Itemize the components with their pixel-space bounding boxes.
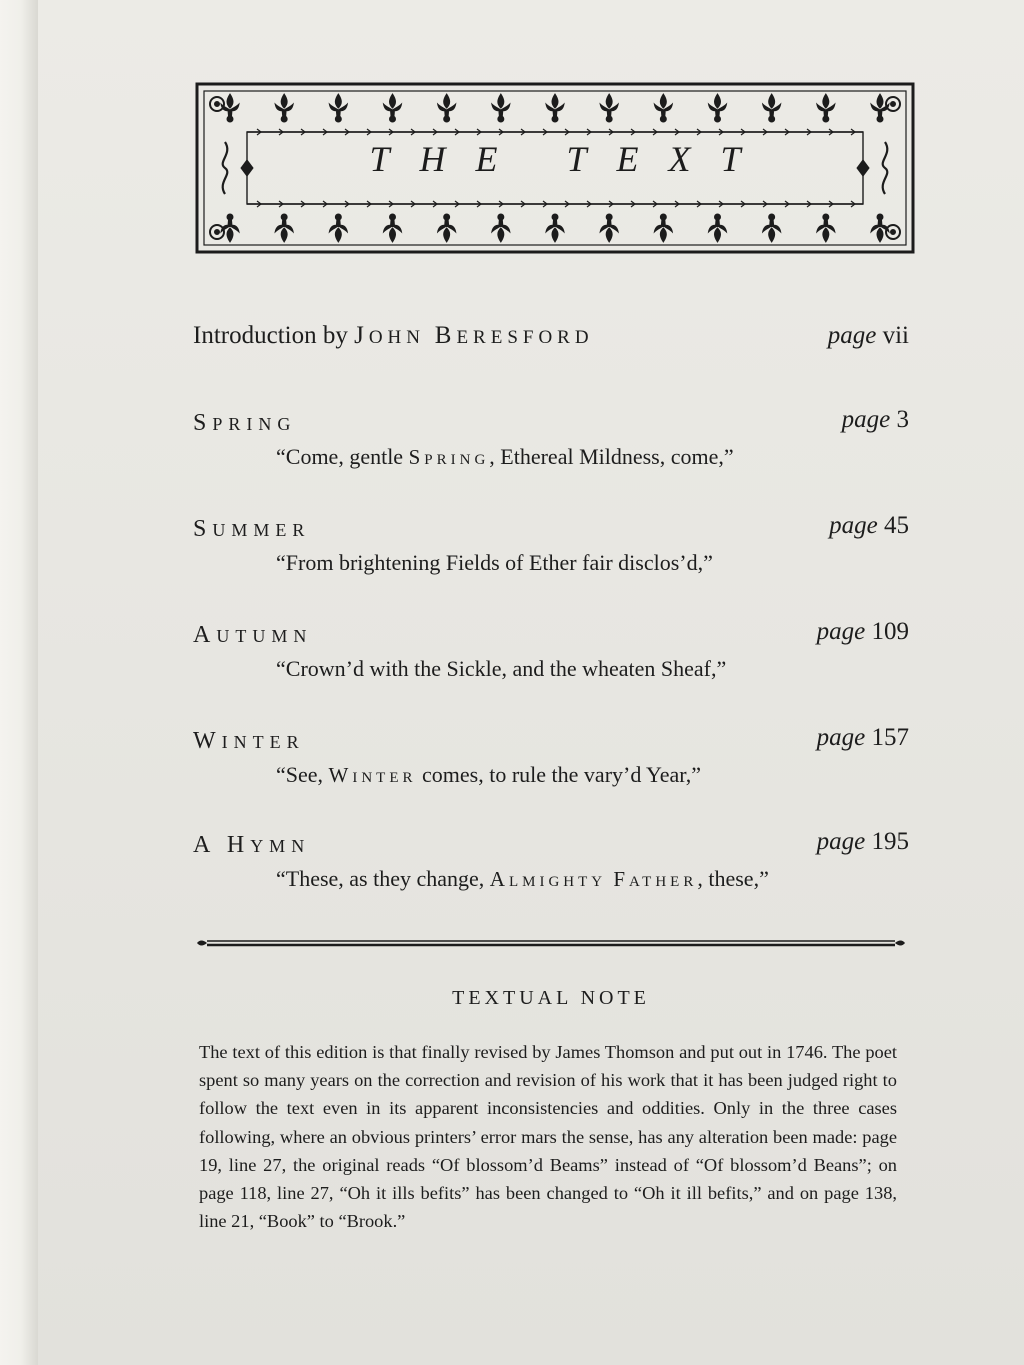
opening-line-quote: “Come, gentle SPRING, Ethereal Mildness, come,” <box>276 444 734 469</box>
fleuron-ornament <box>492 94 510 122</box>
corner-dot <box>891 230 896 235</box>
facing-page-edge <box>0 0 38 1365</box>
fleuron-ornament <box>817 214 835 242</box>
introduction-label <box>193 322 594 350</box>
fleuron-ornament <box>709 94 727 122</box>
author-name: JOHN BERESFORD <box>354 322 594 349</box>
toc-entry-spring <box>193 406 909 490</box>
page-reference: page 109 <box>816 618 909 645</box>
section-title: SPRING <box>193 410 297 436</box>
fleuron-ornament <box>329 94 347 122</box>
fleuron-ornament <box>654 94 672 122</box>
section-title: AUTUMN <box>193 622 313 648</box>
fleuron-ornament <box>546 94 564 122</box>
opening-line-quote: “See, WINTER comes, to rule the vary’d Year,” <box>276 762 701 787</box>
fleuron-ornament <box>438 94 456 122</box>
corner-dot <box>891 102 896 107</box>
corner-dot <box>215 102 220 107</box>
fleuron-ornament <box>600 94 618 122</box>
fleuron-ornament <box>275 94 293 122</box>
fleuron-ornament <box>384 94 402 122</box>
page-reference: page 45 <box>829 512 909 539</box>
section-title: A HYMN <box>193 832 311 858</box>
section-heading-the-text: THE TEXT <box>369 139 771 179</box>
toc-entry-summer <box>193 512 909 596</box>
fleuron-ornament <box>763 214 781 242</box>
fleuron-ornament <box>546 214 564 242</box>
fleuron-ornament <box>329 214 347 242</box>
textual-note-body: The text of this edition is that finally revised by James Thomson and put out in 1746. The poet spent so many years on the correction and revision of his work that it has been judged right to follow the text even in its apparent inconsistencies and oddities. Only in the three cases following, where an obvious printers’ error mars the sense, has any alteration been made: page 19, line 27, the original reads “Of blossom’d Beams” instead of “Of blossom’d Beans”; on page 118, line 27, “Oh it ills befits” has been changed to “Oh it ill befits,” and on page 138, line 21, “Book” to “Brook.” <box>199 1042 897 1232</box>
page-reference: page 3 <box>841 406 909 433</box>
decorative-rule <box>195 938 907 950</box>
fleuron-ornament <box>654 214 672 242</box>
textual-note-heading: TEXTUAL NOTE <box>452 987 650 1009</box>
fleuron-ornament <box>438 214 456 242</box>
toc-entry-autumn <box>193 618 909 702</box>
toc-entry-winter <box>193 724 909 808</box>
opening-line-quote: “These, as they change, ALMIGHTY FATHER, these,” <box>276 866 769 891</box>
page-reference: page vii <box>827 322 909 349</box>
fleuron-ornament <box>709 214 727 242</box>
fleuron-ornament <box>492 214 510 242</box>
fleuron-ornament <box>763 94 781 122</box>
fleuron-ornament <box>600 214 618 242</box>
toc-entry-introduction <box>193 318 909 358</box>
ornamental-title-frame <box>195 82 915 254</box>
page-reference: page 157 <box>816 724 909 751</box>
section-title: WINTER <box>193 728 305 754</box>
toc-entry-a-hymn <box>193 828 909 912</box>
opening-line-quote: “Crown’d with the Sickle, and the wheaten Sheaf,” <box>276 656 727 681</box>
section-title: SUMMER <box>193 516 311 542</box>
fleuron-ornament <box>817 94 835 122</box>
fleuron-ornament <box>275 214 293 242</box>
introduction-text: Introduction by <box>193 322 348 349</box>
page-reference: page 195 <box>816 828 909 855</box>
corner-dot <box>215 230 220 235</box>
opening-line-quote: “From brightening Fields of Ether fair disclos’d,” <box>276 550 713 575</box>
fleuron-ornament <box>384 214 402 242</box>
